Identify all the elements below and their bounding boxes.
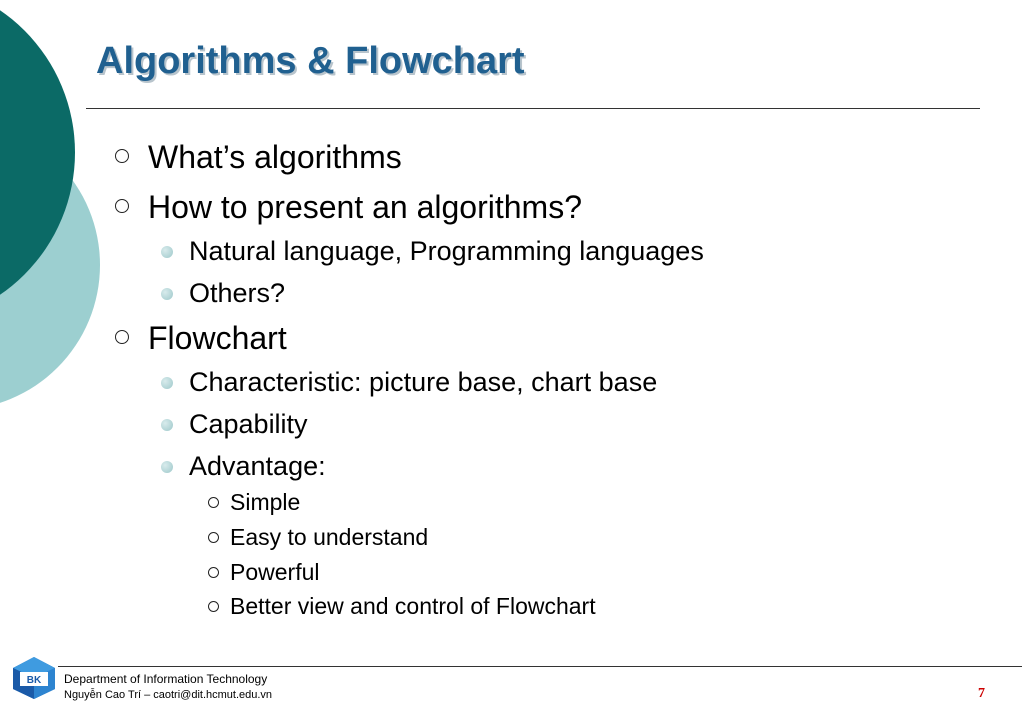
filled-dot-bullet-icon: [161, 377, 173, 389]
footer-department: Department of Information Technology: [64, 672, 268, 686]
sub-sub-bullet-easy: [230, 524, 428, 550]
hollow-circle-bullet-icon: [208, 497, 219, 508]
bullet-text: How to present an algorithms?: [148, 189, 582, 225]
sub-bullet-characteristic: [189, 367, 657, 397]
sub-sub-bullet-simple: [230, 489, 300, 515]
bullet-text: Simple: [230, 489, 301, 515]
bullet-text: Powerful: [230, 559, 320, 585]
bullet-item-how-to-present: [148, 189, 582, 225]
footer-author: Nguyễn Cao Trí – caotri@dit.hcmut.edu.vn: [64, 689, 273, 701]
bullet-text: Better view and control of Flowchart: [230, 593, 596, 619]
hollow-circle-bullet-icon: [115, 199, 129, 213]
filled-dot-bullet-icon: [161, 419, 173, 431]
bullet-item-flowchart: [148, 320, 287, 356]
sub-bullet-others: [189, 278, 285, 308]
sub-sub-bullet-better-view: [230, 593, 596, 619]
logo-text: BK: [26, 675, 42, 686]
hollow-circle-bullet-icon: [115, 149, 129, 163]
page-number: 7: [978, 686, 985, 701]
bullet-text: Advantage:: [189, 451, 326, 481]
filled-dot-bullet-icon: [161, 461, 173, 473]
bullet-item-whats-algorithms: [148, 139, 402, 175]
footer-divider: [58, 666, 1022, 667]
sub-bullet-natural-language: [189, 236, 704, 266]
hollow-circle-bullet-icon: [115, 330, 129, 344]
bullet-text: Capability: [189, 409, 308, 439]
bullet-text: What’s algorithms: [148, 139, 402, 175]
bullet-text: Flowchart: [148, 320, 287, 356]
sub-bullet-advantage: [189, 451, 326, 481]
bullet-text: Natural language, Programming languages: [189, 236, 704, 266]
bullet-text: Others?: [189, 278, 286, 308]
slide-title: Algorithms & Flowchart: [96, 40, 525, 82]
hollow-circle-bullet-icon: [208, 532, 219, 543]
filled-dot-bullet-icon: [161, 246, 173, 258]
hollow-circle-bullet-icon: [208, 601, 219, 612]
hollow-circle-bullet-icon: [208, 567, 219, 578]
sub-bullet-capability: [189, 409, 308, 439]
filled-dot-bullet-icon: [161, 288, 173, 300]
bk-logo-icon: [10, 656, 58, 700]
bullet-text: Characteristic: picture base, chart base: [189, 367, 658, 397]
bullet-text: Easy to understand: [230, 524, 429, 550]
sub-sub-bullet-powerful: [230, 559, 319, 585]
